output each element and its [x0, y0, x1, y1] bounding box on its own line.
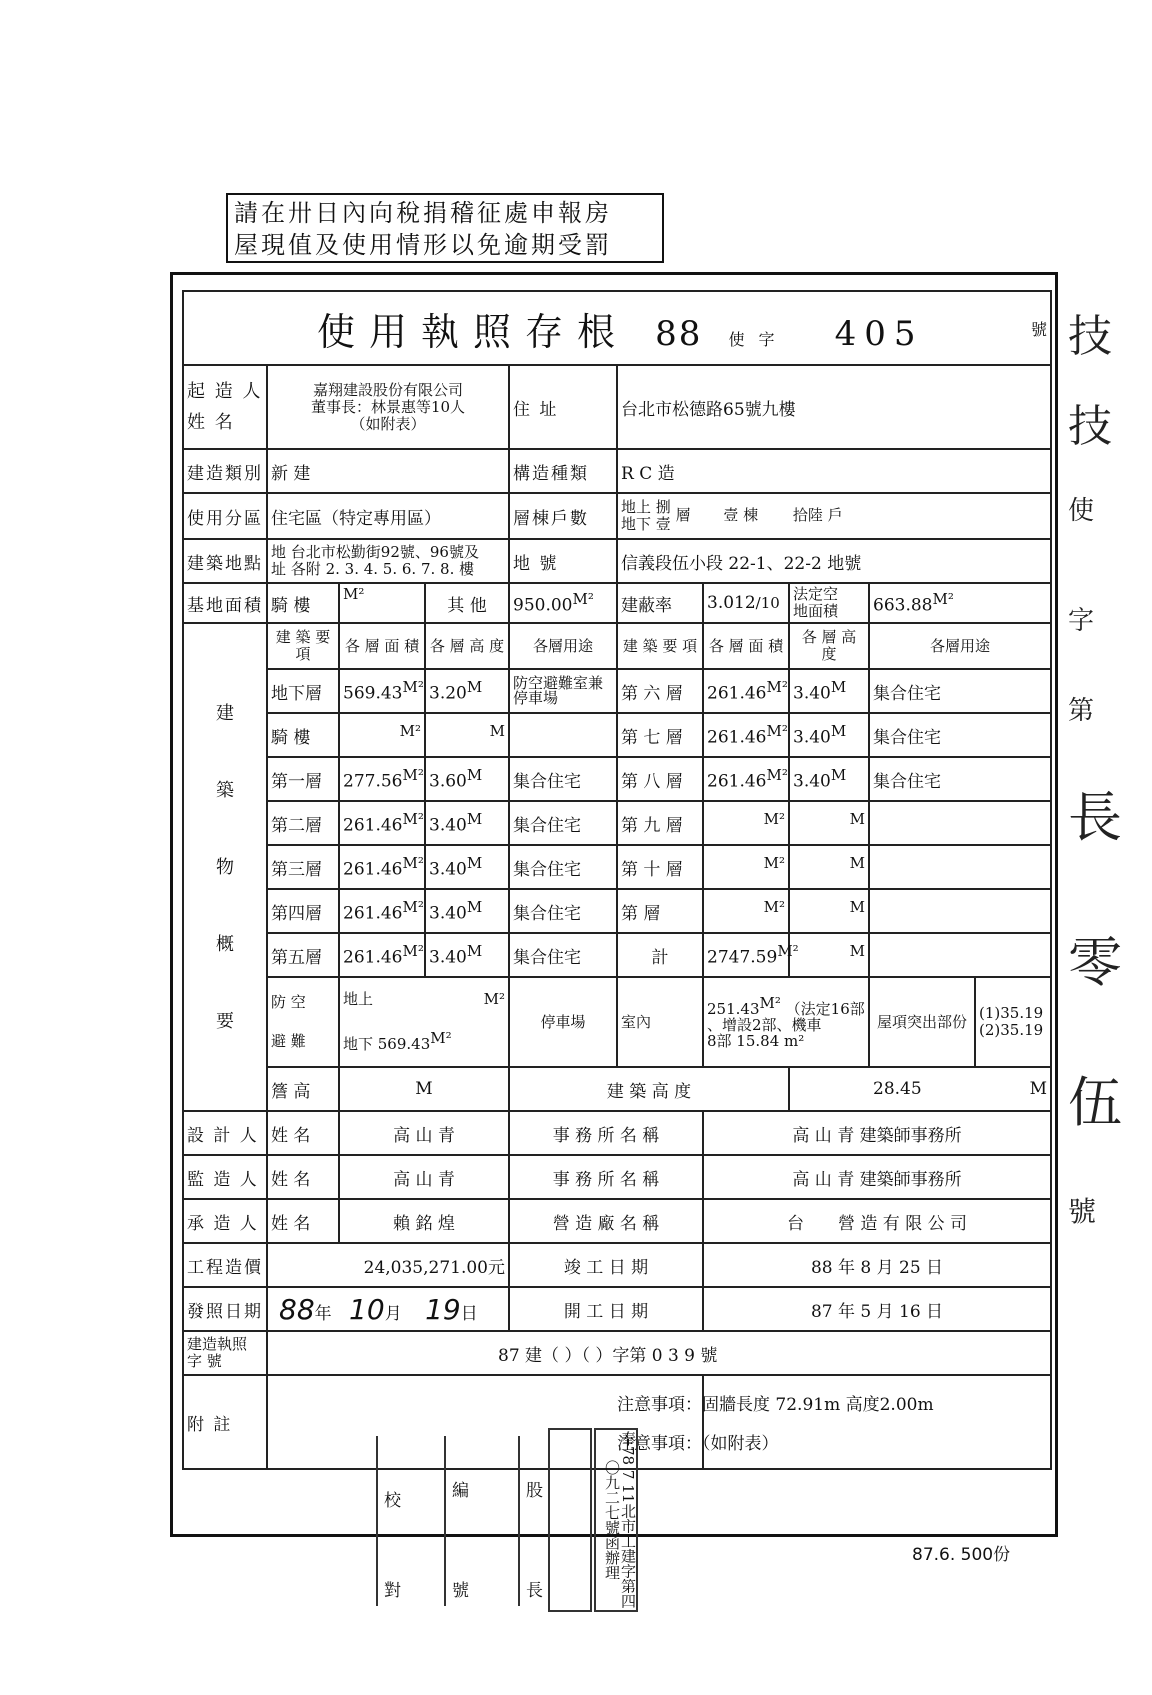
m-unit: M	[1029, 1079, 1048, 1099]
shelter-label-b: 避 難	[271, 1032, 306, 1050]
floor-area	[703, 669, 789, 713]
floor-item: 第 九 層	[617, 801, 703, 845]
parking-note-1: （法定16部	[785, 1000, 865, 1018]
floor-item: 第二層	[267, 801, 339, 845]
floors-value	[617, 493, 1051, 539]
floor-area	[703, 889, 789, 933]
coverage-num: 3.012	[707, 593, 756, 613]
issue-nian: 年	[314, 1303, 332, 1324]
floor-item: 第五層	[267, 933, 339, 977]
margin-char: 伍	[1068, 1071, 1122, 1134]
permit-label-1: 建造執照	[187, 1335, 248, 1353]
floor-height-val: 3.40	[429, 947, 467, 968]
floor-area	[703, 801, 789, 845]
floor-height	[789, 889, 869, 933]
issue-ri: 日	[460, 1303, 478, 1324]
m2-unit: M²	[402, 898, 424, 917]
supervisor-name: 高 山 青	[339, 1155, 509, 1199]
floor-area	[703, 933, 799, 977]
coverage-den: /10	[755, 594, 780, 612]
roof-label: 屋項突出部份	[869, 977, 975, 1067]
approval-seal	[548, 1428, 592, 1612]
floor-area-val: 261.46	[707, 727, 767, 748]
cost-value	[267, 1243, 509, 1287]
notice-line-2: 屋現值及使用情形以免逾期受罰	[234, 231, 612, 259]
completion-label: 竣 工 日 期	[509, 1243, 703, 1287]
m2-unit: M²	[402, 810, 424, 829]
approval-stamp-box	[376, 1431, 646, 1609]
other-unit: M²	[572, 590, 594, 609]
issue-label: 發照日期	[183, 1287, 267, 1331]
lot-label: 地 號	[509, 539, 617, 583]
owner-value	[267, 365, 509, 449]
title-year: 88	[655, 313, 703, 354]
zone-value: 住宅區（特定專用區）	[267, 493, 509, 539]
floor-height	[789, 933, 869, 977]
designer-name: 高 山 青	[339, 1111, 509, 1155]
m-unit: M	[466, 810, 483, 829]
floor-height-val: 3.40	[429, 903, 467, 924]
permit-label	[183, 1331, 267, 1375]
permit-label-2: 字 號	[187, 1352, 222, 1370]
issue-yue: 月	[384, 1303, 402, 1324]
remarks-label: 附 註	[183, 1375, 267, 1469]
hdr-area-right: 各 層 面 積	[703, 623, 789, 669]
floor-height-val: 3.20	[429, 683, 467, 704]
open-area: 663.88	[873, 595, 933, 616]
floor-area	[703, 845, 789, 889]
side-char-2: 築	[216, 779, 234, 801]
m-unit: M	[830, 766, 847, 785]
floors-below: 地下 壹	[621, 515, 671, 533]
floor-use: 防空避難室兼停車場	[509, 669, 617, 713]
floor-use: 集合住宅	[869, 757, 1051, 801]
zone-label: 使用分區	[183, 493, 267, 539]
site-label: 建築地點	[183, 539, 267, 583]
lot-value: 信義段伍小段 22-1、22-2 地號	[617, 539, 1051, 583]
margin-char: 使	[1068, 496, 1095, 526]
structure-label: 構造種類	[509, 449, 617, 493]
hdr-height-right: 各 層 高 度	[789, 623, 869, 669]
floor-area	[703, 713, 789, 757]
eave-value: M	[339, 1067, 509, 1111]
m2-unit: M²	[402, 942, 424, 961]
roof-value-2: (2)35.19	[979, 1021, 1044, 1039]
parking-label: 停車場	[509, 977, 617, 1067]
site-dz-2: 址	[271, 560, 287, 578]
stamp-zhang: 長	[526, 1581, 543, 1601]
owner-label-a: 起 造 人	[187, 381, 263, 402]
shelter-down	[343, 1030, 505, 1053]
supervisor-office-label: 事 務 所 名 稱	[509, 1155, 703, 1199]
floor-height	[789, 757, 869, 801]
floor-item: 第四層	[267, 889, 339, 933]
owner-label-b: 姓 名	[187, 412, 235, 433]
m2-unit: M²	[766, 722, 788, 741]
shelter-up-text: 地上	[343, 990, 374, 1008]
m-unit: M	[849, 898, 865, 917]
floor-height	[425, 757, 509, 801]
m2-unit: M²	[402, 678, 424, 697]
stamp-jiao: 校	[384, 1491, 401, 1511]
supervisor-name-label: 姓 名	[267, 1155, 339, 1199]
build-type-label: 建造類別	[183, 449, 267, 493]
shelter-up	[343, 991, 505, 1008]
side-char-5: 要	[216, 1010, 234, 1032]
margin-char: 技	[1068, 311, 1112, 362]
floor-use: 集合住宅	[869, 669, 1051, 713]
floor-area	[339, 801, 425, 845]
title-hao: 號	[1031, 319, 1048, 339]
building-height-value	[789, 1067, 1051, 1111]
floor-area-val: 261.46	[707, 683, 767, 704]
shelter-label-a: 防 空	[271, 993, 306, 1011]
m2-unit: M²	[766, 766, 788, 785]
issue-month: 10	[349, 1292, 385, 1326]
floor-area	[339, 713, 425, 757]
coverage-label: 建蔽率	[617, 583, 703, 623]
roof-value-1: (1)35.19	[979, 1004, 1044, 1022]
floor-use: 集合住宅	[509, 757, 617, 801]
owner-company: 嘉翔建設股份有限公司	[312, 380, 463, 399]
floor-height-val: 3.40	[793, 771, 831, 792]
floor-height	[425, 713, 509, 757]
title-zi: 使字	[728, 329, 789, 349]
floor-item: 第 十 層	[617, 845, 703, 889]
owner-chairman: 董事長：林景惠等10人	[310, 397, 466, 416]
m-unit: M	[466, 678, 483, 697]
parking-note-2: 、增設2部、機車	[707, 1016, 822, 1034]
floor-area	[339, 889, 425, 933]
start-date: 87 年 5 月 16 日	[703, 1287, 1051, 1331]
floor-height	[425, 801, 509, 845]
stamp-col-check	[376, 1436, 406, 1606]
margin-char: 號	[1068, 1195, 1097, 1228]
permit-form	[182, 290, 1052, 1470]
floor-area	[339, 757, 425, 801]
m2-unit: M²	[766, 678, 788, 697]
side-char-1: 建	[216, 702, 234, 724]
open-space-label	[789, 583, 869, 623]
hdr-use-right: 各層用途	[869, 623, 1051, 669]
floor-height-val: 3.40	[793, 727, 831, 748]
total-area-val: 2747.59	[707, 947, 778, 968]
issue-day: 19	[425, 1292, 461, 1326]
m2-unit: M²	[763, 854, 785, 873]
notice-line-1: 請在卅日內向稅捐稽征處申報房	[234, 199, 612, 227]
m-unit: M	[466, 898, 483, 917]
address-label: 住 址	[509, 365, 617, 449]
floor-item: 第一層	[267, 757, 339, 801]
permit-value: 87 建（ ）（ ）字第 0 3 9 號	[267, 1331, 1051, 1375]
open-space-value	[869, 583, 1051, 623]
issue-year: 88	[279, 1292, 315, 1326]
reference-seal: 奉78 7 11北市工建字第四〇九二七號函辦理	[594, 1428, 638, 1612]
hdr-use-left: 各層用途	[509, 623, 617, 669]
floor-height	[425, 669, 509, 713]
address-value: 台北市松德路65號九樓	[617, 365, 1051, 449]
m-unit: M	[849, 854, 865, 873]
m2-unit: M²	[777, 942, 799, 961]
supervisor-office: 高 山 青 建築師事務所	[703, 1155, 1051, 1199]
notice-box	[226, 193, 664, 263]
floor-use	[509, 713, 617, 757]
floor-height	[789, 845, 869, 889]
floors-ceng: 層	[675, 506, 691, 524]
m2-unit: M²	[399, 722, 421, 741]
other-area: 950.00	[513, 595, 573, 616]
site-value	[267, 539, 509, 583]
floor-item: 第三層	[267, 845, 339, 889]
floor-item: 第 七 層	[617, 713, 703, 757]
margin-char: 字	[1068, 606, 1095, 636]
floor-height	[425, 889, 509, 933]
cost-unit: 元	[488, 1257, 505, 1278]
floor-area	[339, 845, 425, 889]
m-unit: M	[830, 722, 847, 741]
m-unit: M	[466, 942, 483, 961]
floor-area	[339, 933, 425, 977]
title-row	[183, 291, 1051, 365]
side-char-4: 概	[216, 933, 234, 955]
margin-char: 零	[1068, 931, 1122, 994]
open-label-1: 法定空	[793, 585, 839, 603]
contractor-name: 賴 銘 煌	[339, 1199, 509, 1243]
remarks-notes	[617, 1375, 1051, 1469]
m2-unit: M²	[759, 994, 781, 1012]
stamp-dui: 對	[384, 1581, 401, 1601]
site-dz-1: 地	[271, 543, 287, 561]
roof-value	[975, 977, 1051, 1067]
other-label: 其 他	[425, 583, 509, 623]
floor-height	[425, 845, 509, 889]
contractor-office-label: 營 造 廠 名 稱	[509, 1199, 703, 1243]
floor-use: 集合住宅	[509, 845, 617, 889]
floor-use: 集合住宅	[509, 933, 617, 977]
build-type-value: 新 建	[267, 449, 509, 493]
floor-area-val: 261.46	[343, 859, 403, 880]
m2-unit: M²	[763, 810, 785, 829]
designer-office-label: 事 務 所 名 稱	[509, 1111, 703, 1155]
floor-item: 第 八 層	[617, 757, 703, 801]
hdr-item-left: 建 築 要 項	[267, 623, 339, 669]
floor-height	[789, 801, 869, 845]
remarks-line-1: 注意事項：固牆長度 72.91m 高度2.00m	[617, 1395, 934, 1415]
site-line-2: 各附 2. 3. 4. 5. 6. 7. 8. 樓	[290, 560, 475, 578]
hdr-area-left: 各 層 面 積	[339, 623, 425, 669]
parking-unit: m²	[784, 1032, 805, 1050]
parking-note-3: 8部 15.84	[707, 1032, 780, 1050]
structure-value: R C 造	[617, 449, 1051, 493]
floor-area	[339, 669, 425, 713]
open-label-2: 地面積	[793, 602, 839, 620]
m2-unit: M²	[763, 898, 785, 917]
stamp-hao: 號	[452, 1581, 469, 1601]
hdr-item-right: 建 築 要 項	[617, 623, 703, 669]
floor-height-val: 3.40	[429, 859, 467, 880]
margin-char: 長	[1068, 786, 1122, 849]
building-summary-label	[183, 623, 267, 1111]
floor-area-val: 261.46	[343, 903, 403, 924]
cost-amount: 24,035,271.00	[363, 1257, 488, 1278]
floor-item-total: 計	[617, 933, 703, 977]
m-unit: M	[849, 810, 865, 829]
arcade-unit: M²	[339, 583, 425, 623]
floor-height	[425, 933, 509, 977]
stamp-bian: 編	[452, 1481, 469, 1501]
shelter-label	[267, 977, 339, 1067]
form-title: 使用執照存根	[317, 309, 630, 354]
shelter-value	[339, 977, 509, 1067]
permit-number: 405	[834, 313, 924, 354]
m2-unit: M²	[483, 990, 505, 1008]
m2-unit: M²	[430, 1029, 452, 1047]
building-height-label: 建 築 高 度	[509, 1067, 789, 1111]
form-version: 87.6. 500份	[912, 1545, 1011, 1565]
stamp-gu: 股	[526, 1481, 543, 1501]
cost-label: 工程造價	[183, 1243, 267, 1287]
margin-char: 技	[1068, 401, 1112, 452]
completion-date: 88 年 8 月 25 日	[703, 1243, 1051, 1287]
owner-label	[183, 365, 267, 449]
site-line-1: 台北市松勤街92號、96號及	[290, 543, 479, 561]
m2-unit: M²	[402, 766, 424, 785]
floor-use	[869, 845, 1051, 889]
designer-office: 高 山 青 建築師事務所	[703, 1111, 1051, 1155]
floor-area-val: 261.46	[343, 947, 403, 968]
open-unit: M²	[932, 590, 954, 609]
m2-unit: M²	[402, 854, 424, 873]
floor-item: 騎 樓	[267, 713, 339, 757]
m-unit: M	[489, 722, 505, 741]
issue-date	[267, 1287, 509, 1331]
arcade-label: 騎 樓	[267, 583, 339, 623]
floor-area-val: 261.46	[707, 771, 767, 792]
floor-use: 集合住宅	[509, 801, 617, 845]
m-unit: M	[830, 678, 847, 697]
coverage-value	[703, 583, 789, 623]
floor-area	[703, 757, 789, 801]
other-value	[509, 583, 617, 623]
floor-use	[869, 933, 1051, 977]
parking-area: 251.43	[707, 1000, 760, 1018]
contractor-office: 台 營 造 有 限 公 司	[703, 1199, 1051, 1243]
building-height-val: 28.45	[873, 1079, 922, 1099]
owner-note: （如附表）	[350, 414, 426, 433]
floor-item: 第 六 層	[617, 669, 703, 713]
floor-height-val: 3.60	[429, 771, 467, 792]
floor-item: 地下層	[267, 669, 339, 713]
building-count: 壹 棟	[723, 506, 759, 524]
designer-label: 設 計 人	[183, 1111, 267, 1155]
m-unit: M	[466, 854, 483, 873]
floor-use: 集合住宅	[509, 889, 617, 933]
floor-height-val: 3.40	[793, 683, 831, 704]
floors-above: 地上 捌	[621, 498, 671, 516]
floor-use	[869, 889, 1051, 933]
floor-height	[789, 669, 869, 713]
stamp-col-chief	[518, 1436, 550, 1606]
floor-height-val: 3.40	[429, 815, 467, 836]
margin-char: 第	[1068, 696, 1095, 726]
start-label: 開 工 日 期	[509, 1287, 703, 1331]
floor-height	[789, 713, 869, 757]
supervisor-label: 監 造 人	[183, 1155, 267, 1199]
side-char-3: 物	[216, 856, 234, 878]
designer-name-label: 姓 名	[267, 1111, 339, 1155]
contractor-name-label: 姓 名	[267, 1199, 339, 1243]
remarks-line-2: 注意事項：（如附表）	[617, 1434, 779, 1454]
parking-value	[703, 977, 869, 1067]
m-unit: M	[849, 942, 865, 961]
floor-item: 第 層	[617, 889, 703, 933]
floor-use: 集合住宅	[869, 713, 1051, 757]
hdr-height-left: 各 層 高 度	[425, 623, 509, 669]
parking-indoor-label: 室內	[617, 977, 703, 1067]
eave-label: 簷 高	[267, 1067, 339, 1111]
land-area-label: 基地面積	[183, 583, 267, 623]
contractor-label: 承 造 人	[183, 1199, 267, 1243]
floor-area-val: 277.56	[343, 771, 403, 792]
m-unit: M	[466, 766, 483, 785]
floor-area-val: 261.46	[343, 815, 403, 836]
floor-use	[869, 801, 1051, 845]
stamp-col-number	[444, 1436, 474, 1606]
floor-area-val: 569.43	[343, 683, 403, 704]
floors-label: 層棟戶數	[509, 493, 617, 539]
shelter-down-text: 地下 569.43	[343, 1035, 431, 1053]
household-count: 拾陸 戶	[792, 506, 843, 524]
margin-stamp-strip	[1062, 300, 1132, 1300]
